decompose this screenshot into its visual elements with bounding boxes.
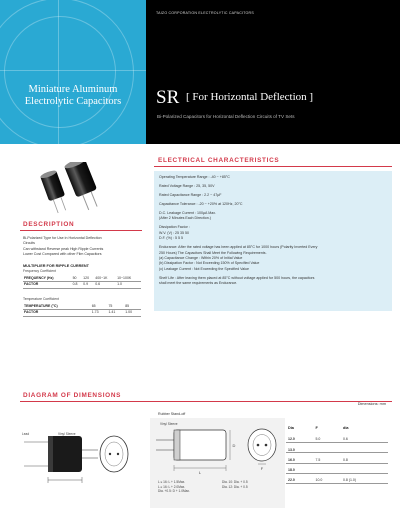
table-row bbox=[23, 282, 141, 288]
table-cell: 10~100K bbox=[116, 276, 141, 282]
decorative-line bbox=[58, 0, 59, 144]
table-cell: 16.0 bbox=[286, 453, 314, 463]
product-family-title-line1: Miniature Aluminum bbox=[28, 84, 118, 95]
description-block bbox=[23, 236, 141, 317]
section-rule bbox=[154, 166, 392, 167]
table-cell: 0.8 (1.0) bbox=[341, 473, 388, 483]
table-cell: 1.00 bbox=[124, 310, 141, 316]
capacitor-photo bbox=[20, 162, 126, 218]
section-rule bbox=[20, 230, 142, 231]
spec-endurance: Endurance: After the rated voltage has been applied at 85°C for 1000 hours (Polarity Inverted Every bbox=[159, 245, 318, 250]
table-cell: 50 bbox=[72, 276, 83, 282]
table-cell: 85 bbox=[124, 304, 141, 310]
dimension-notes-left bbox=[158, 480, 190, 494]
table-header-row bbox=[286, 426, 388, 433]
table-cell: 22.0 bbox=[286, 473, 314, 483]
table-row bbox=[23, 310, 141, 316]
capacitor-small bbox=[40, 169, 70, 214]
table-cell bbox=[341, 463, 388, 473]
table-cell: 1.41 bbox=[107, 310, 124, 316]
table-cell: 18.0 bbox=[286, 463, 314, 473]
table-cell: 7.5 bbox=[314, 453, 342, 463]
table-cell: 12.0 bbox=[286, 433, 314, 443]
section-rule bbox=[20, 401, 392, 402]
series-subtitle: [ For Horizontal Deflection ] bbox=[186, 91, 314, 103]
frequency-table bbox=[23, 276, 141, 289]
dimension-note: Dia. +0.5: D + 1.0Max. bbox=[158, 489, 190, 494]
sleeve-label-left: Vinyl Sleeve bbox=[58, 432, 76, 436]
table-cell: 13.0 bbox=[286, 443, 314, 453]
spec-shelf-life-line: shall meet the same requirements as Endurance. bbox=[159, 281, 238, 286]
table-cell: FREQUENCY (Hz) bbox=[23, 276, 72, 282]
table-cell: FACTOR bbox=[23, 282, 72, 288]
rubber-stand-off-label: Rubber Stand-off bbox=[158, 412, 186, 416]
svg-text:L: L bbox=[198, 470, 202, 475]
table-row bbox=[286, 443, 388, 453]
spec-endurance-line: 250 Hours) The Capacitors Shall Meet the Following Requirements. bbox=[159, 250, 267, 255]
header-left-band bbox=[0, 0, 146, 144]
table-row bbox=[286, 463, 388, 473]
description-line: Can withstand Reverse peak High Ripple Currents bbox=[23, 246, 104, 251]
spec-endurance-a: (a) Capacitance Change : Within 20% of Initial Value bbox=[159, 256, 243, 261]
description-line: Circuits bbox=[23, 241, 35, 246]
table-cell bbox=[314, 463, 342, 473]
frequency-coefficient-label: Frequency Coefficient bbox=[23, 269, 56, 274]
table-cell: 10.0 bbox=[314, 473, 342, 483]
dimension-note: Dia. 10: Dia. + 0.5 bbox=[222, 480, 248, 484]
table-cell: 1.0 bbox=[116, 282, 141, 288]
dimension-notes-right bbox=[222, 480, 248, 489]
table-cell: 0.9 bbox=[82, 282, 94, 288]
spec-leakage-note: (After 2 Minutes Each Direction.) bbox=[159, 216, 211, 221]
table-cell: TEMPERATURE (°C) bbox=[23, 304, 91, 310]
table-cell: 0.8 bbox=[341, 453, 388, 463]
table-cell: 65 bbox=[91, 304, 108, 310]
table-header: dia bbox=[343, 426, 349, 430]
spec-dissipation-df: D.F. (%) : 5 5 5 bbox=[159, 236, 183, 241]
dimensions-unit-label: Dimensions: mm bbox=[357, 402, 386, 406]
svg-text:D: D bbox=[232, 443, 236, 448]
table-cell: 0.6 bbox=[341, 433, 388, 443]
table-cell: 1.73 bbox=[91, 310, 108, 316]
table-row bbox=[286, 473, 388, 483]
table-header: F bbox=[315, 426, 318, 430]
temperature-table bbox=[23, 304, 141, 317]
spec-endurance-b: (b) Dissipation Factor : Not Exceeding 150% of Specified Value bbox=[159, 261, 260, 266]
spec-leakage-current: D.C. Leakage Current : 100μA Max. bbox=[159, 211, 217, 215]
header-right-band bbox=[146, 0, 400, 144]
table-cell bbox=[341, 443, 388, 453]
description-line: Lower Cost Compared with other Film Capacitors bbox=[23, 252, 102, 257]
table-row bbox=[286, 453, 388, 463]
dimensions-table bbox=[286, 426, 388, 484]
product-family-title-line2: Electrolytic Capacitors bbox=[24, 96, 122, 107]
product-family-title bbox=[8, 84, 138, 108]
table-header: Dia bbox=[288, 426, 294, 430]
spec-dissipation-title: Dissipation Factor : bbox=[159, 225, 190, 230]
table-cell: 75 bbox=[107, 304, 124, 310]
spec-capacitance-tolerance: Capacitance Tolerance : -20 ~ +20% at 120Hz, 20°C bbox=[159, 202, 243, 206]
svg-text:F: F bbox=[260, 466, 264, 471]
ripple-current-title: MULTIPLIER FOR RIPPLE CURRENT bbox=[23, 263, 89, 268]
company-name: TAIZO CORPORATION ELECTROLYTIC CAPACITORS bbox=[156, 11, 254, 15]
temperature-coefficient-label: Temperature Coefficient bbox=[23, 296, 59, 301]
table-cell: 120 bbox=[82, 276, 94, 282]
spec-rated-capacitance: Rated Capacitance Range : 2.2 ~ 47μF bbox=[159, 193, 222, 197]
lead-label: Lead bbox=[22, 432, 30, 436]
spec-shelf-life: Shelf Life : After leaving them placed at 85°C without voltage applied for 500 hours, the capacitors bbox=[159, 275, 315, 280]
dimensions-title: DIAGRAM OF DIMENSIONS bbox=[23, 392, 122, 399]
table-cell: 0.6 bbox=[94, 282, 116, 288]
electrical-spec-list bbox=[159, 175, 389, 287]
table-cell: 5.0 bbox=[314, 433, 342, 443]
description-line: Bi-Polarized Type for Use in Horizontal Deflection bbox=[23, 236, 102, 240]
series-description: Bi-Polarized Capacitors for Horizontal Deflection Circuits of TV Sets bbox=[157, 114, 295, 119]
capacitor-dimension-diagram bbox=[152, 420, 284, 480]
spec-dissipation-wv: W.V. (V) : 25 35 50 bbox=[159, 230, 190, 235]
decorative-circle bbox=[4, 16, 116, 128]
spec-rated-voltage: Rated Voltage Range : 25, 35, 50V bbox=[159, 184, 215, 188]
capacitor-large bbox=[63, 162, 103, 212]
table-cell: FACTOR bbox=[23, 310, 91, 316]
table-row bbox=[286, 433, 388, 443]
spec-endurance-c: (c) Leakage Current : Not Exceeding the Specified Value bbox=[159, 266, 250, 271]
table-cell: 0.8 bbox=[72, 282, 83, 288]
table-cell: 400~1K bbox=[94, 276, 116, 282]
electrical-characteristics-title: ELECTRICAL CHARACTERISTICS bbox=[158, 157, 280, 164]
capacitor-side-diagram bbox=[20, 428, 138, 498]
table-cell bbox=[314, 443, 342, 453]
description-title: DESCRIPTION bbox=[23, 221, 75, 228]
series-code: SR bbox=[156, 87, 180, 108]
sleeve-label: Vinyl Sleeve bbox=[160, 422, 178, 426]
series-title bbox=[156, 86, 313, 109]
dimension-note: Dia. 12: Dia. + 0.5 bbox=[222, 484, 248, 489]
dimension-note: L ≤ 16: L + 1.5Max. bbox=[158, 480, 186, 484]
decorative-line bbox=[0, 70, 146, 71]
dimension-note: L ≥ 16: L + 2.0Max. bbox=[158, 484, 186, 489]
spec-operating-temperature: Operating Temperature Range : -40 ~ +85°C bbox=[159, 175, 230, 179]
